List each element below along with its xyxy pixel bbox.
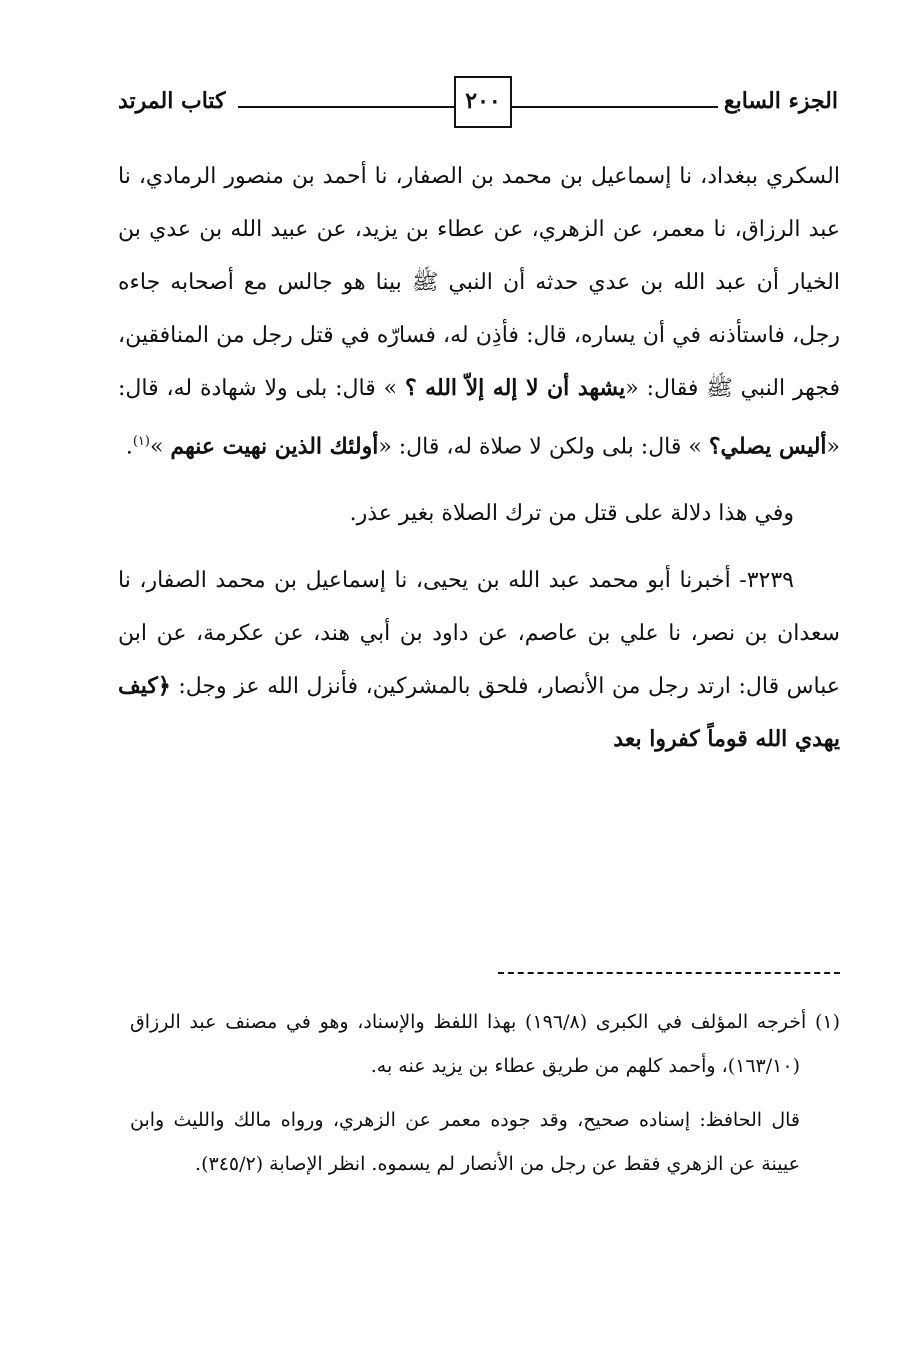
book-title: كتاب المرتد — [118, 88, 232, 114]
text-run: ٣٢٣٩- أخبرنا أبو محمد عبد الله بن يحيى، نا إسماعيل بن محمد الصفار، نا سعدان بن نصر، نا علي بن عاصم، عن داود بن أبي هند، عن عكرمة، عن ابن عباس قال: ارتد رجل من الأنصار، فلحق بالمشركين، فأنزل الله عز وجل: — [118, 568, 840, 700]
quote-bold: أليس يصلي؟ — [708, 433, 827, 460]
main-text — [118, 150, 840, 766]
paragraph-hadith-3239 — [118, 554, 840, 766]
text-run: » قال: بلى ولا شهادة له، قال: « — [118, 376, 840, 460]
paragraph-hadith — [118, 150, 840, 473]
text-run: . — [125, 434, 133, 460]
text-run: » قال: بلى ولكن لا صلاة له، قال: « — [378, 434, 709, 460]
footnote-marker: (١) — [132, 434, 150, 449]
quote-bold: يشهد أن لا إله إلاّ الله ؟ — [404, 375, 626, 401]
footnote-1-continued: قال الحافظ: إسناده صحيح، وقد جوده معمر عن الزهري، ورواه مالك والليث وابن عيينة عن الزهري فقط عن رجل من الأنصار لم يسموه. انظر الإصابة (٣٤٥/٢). — [130, 1109, 800, 1175]
page-number: ٢٠٠ — [454, 76, 512, 128]
text-run: السكري ببغداد، نا إسماعيل بن محمد بن الصفار، نا أحمد بن منصور الرمادي، نا عبد الرزاق، نا معمر، عن الزهري، عن عطاء بن يزيد، عن عبيد الله بن عدي بن الخيار أن عبد الله بن عدي حدثه أن النبي ﷺ بينا هو جالس مع أصحابه جاءه رجل، فاستأذنه في أن يساره، قال: فأذِن له، فسارّه في قتل رجل من المنافقين، فجهر النبي ﷺ فقال: « — [118, 164, 840, 401]
quote-bold: أولئك الذين نهيت عنهم — [170, 433, 379, 460]
footnote-separator — [498, 972, 840, 974]
volume-title: الجزء السابع — [718, 88, 838, 114]
footnote-1: (١) أخرجه المؤلف في الكبرى (١٩٦/٨) بهذا اللفظ والإسناد، وهو في مصنف عبد الرزاق (١٦٣/١٠)، وأحمد كلهم من طريق عطاء بن يزيد عنه به. — [130, 1011, 840, 1077]
quran-verse-bold: ﴿كيف يهدي الله قوماً كفروا بعد — [118, 673, 840, 753]
text-run: » — [149, 434, 171, 460]
footnotes — [130, 1000, 840, 1186]
paragraph-comment: وفي هذا دلالة على قتل من ترك الصلاة بغير عذر. — [349, 501, 794, 527]
page-header — [118, 76, 838, 128]
